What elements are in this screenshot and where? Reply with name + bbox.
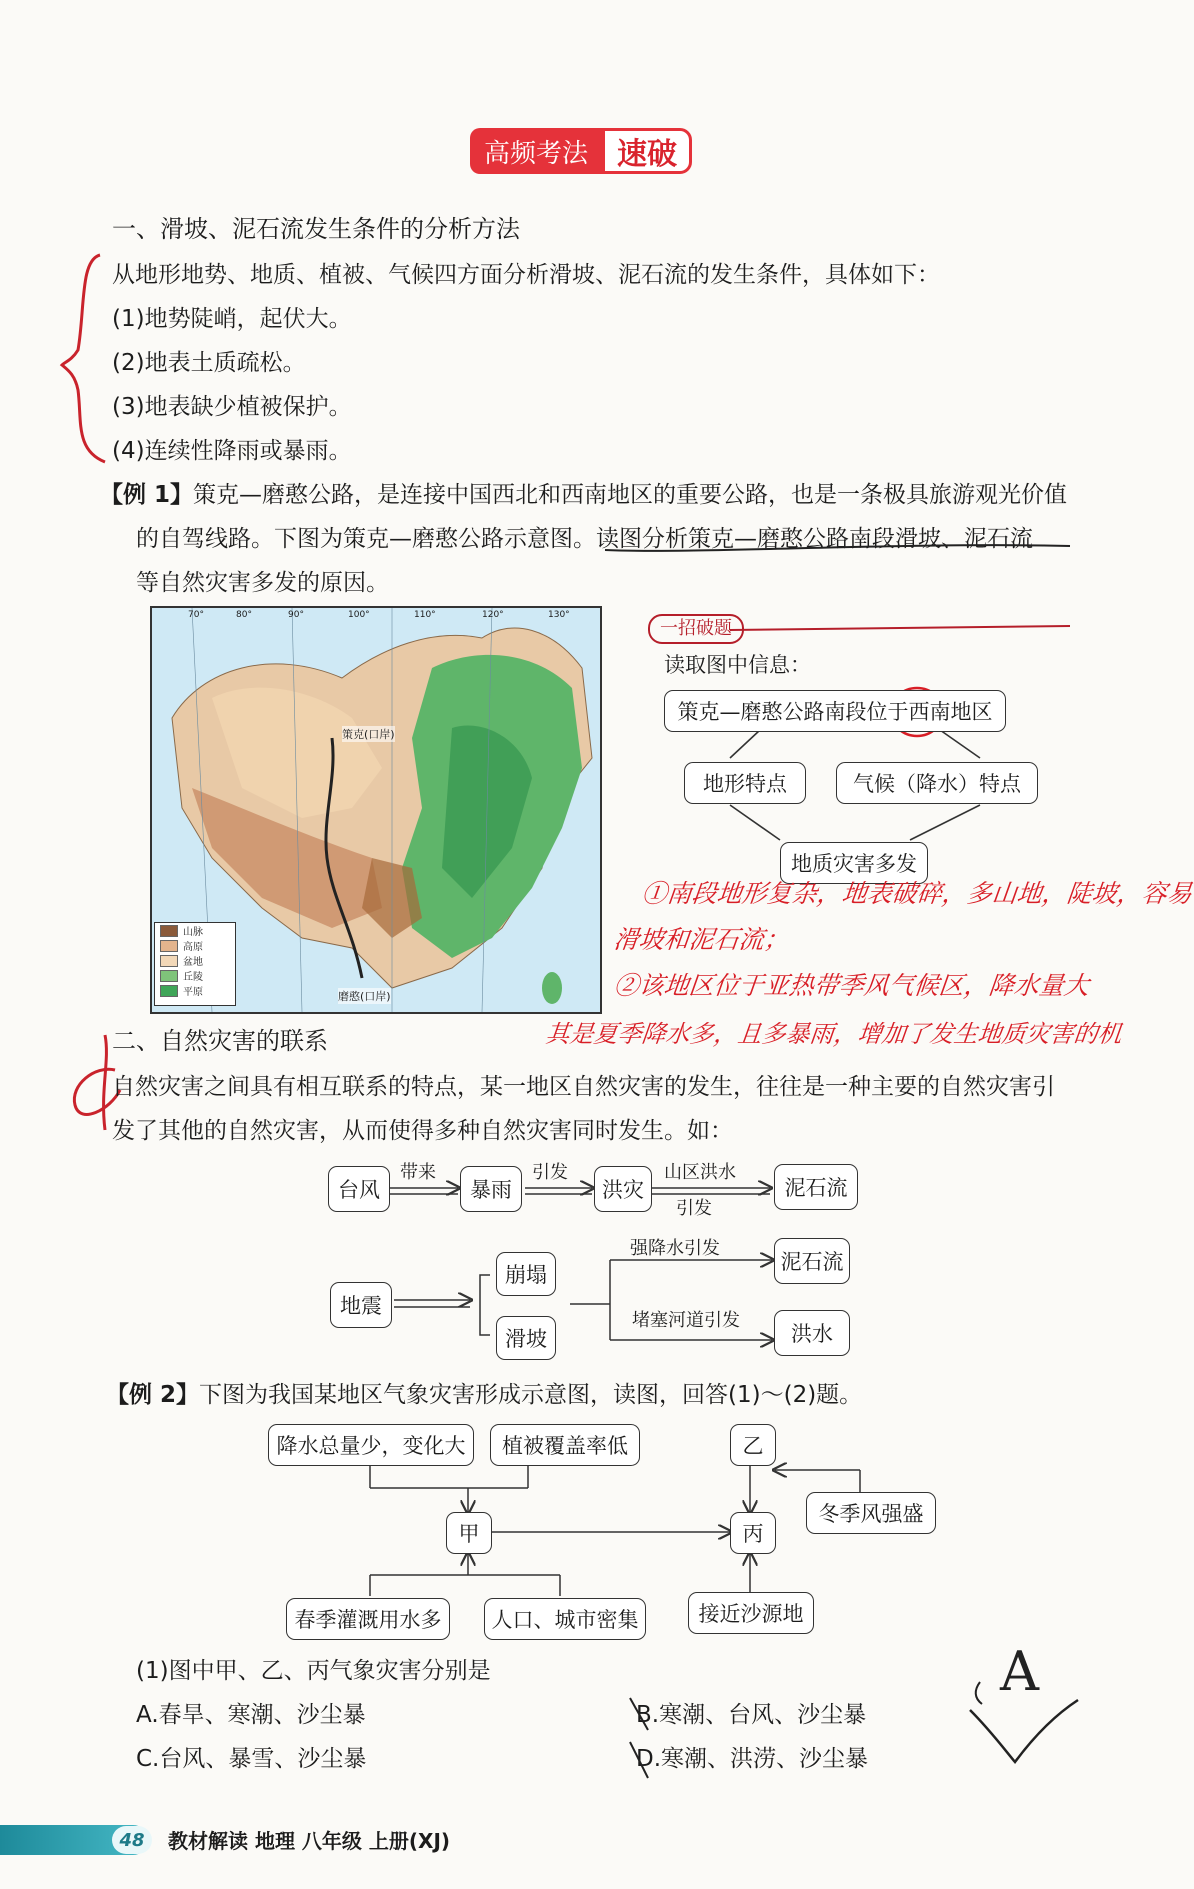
ex2-box-yi: 乙 — [730, 1424, 776, 1466]
chain2-label-heavy-rain: 强降水引发 — [630, 1238, 720, 1259]
ex2-box-sand-source: 接近沙源地 — [688, 1592, 814, 1634]
ex2-box-vegetation: 植被覆盖率低 — [490, 1424, 640, 1466]
section1-heading: 一、滑坡、泥石流发生条件的分析方法 — [112, 215, 520, 243]
legend-label: 平原 — [183, 987, 203, 998]
chain2-landslide: 滑坡 — [496, 1316, 556, 1360]
ex2-question: (1)图中甲、乙、丙气象灾害分别是 — [136, 1658, 491, 1684]
chain1-arrow-bring: 带来 — [400, 1162, 436, 1183]
legend-swatch — [160, 925, 178, 937]
legend-label: 丘陵 — [183, 972, 203, 983]
tip-box-terrain: 地形特点 — [684, 762, 806, 804]
handwritten-answer: A — [1000, 1640, 1039, 1703]
red-bracket — [60, 250, 120, 470]
ex2-option-a: A.春旱、寒潮、沙尘暴 — [136, 1702, 366, 1728]
legend-swatch — [160, 955, 178, 967]
legend-row — [155, 953, 235, 968]
ex2-option-c: C.台风、暴雪、沙尘暴 — [136, 1746, 367, 1772]
chain2-flood: 洪水 — [774, 1310, 850, 1356]
example2-tag: 【例 2】 — [106, 1382, 200, 1408]
section1-intro: 从地形地势、地质、植被、气候四方面分析滑坡、泥石流的发生条件，具体如下： — [112, 262, 940, 288]
handwritten-check — [960, 1680, 1080, 1780]
ex2-box-rain: 降水总量少，变化大 — [268, 1424, 474, 1466]
section2-heading: 二、自然灾害的联系 — [112, 1027, 328, 1055]
map-lon-70: 70° — [188, 610, 204, 620]
ex2-option-b: B.寒潮、台风、沙尘暴 — [636, 1702, 867, 1728]
section1-item-4: (4)连续性降雨或暴雨。 — [112, 438, 352, 464]
chain1-arrow-cause: 引发 — [532, 1162, 568, 1183]
example2-line — [106, 1380, 862, 1410]
section1-item-2: (2)地表土质疏松。 — [112, 350, 306, 376]
tip-box-main: 策克—磨憨公路南段位于西南地区 — [664, 690, 1006, 732]
chain2-collapse: 崩塌 — [496, 1252, 556, 1296]
ex2-box-bing: 丙 — [730, 1512, 776, 1554]
ex2-box-irrigation: 春季灌溉用水多 — [286, 1598, 450, 1640]
section2-line2: 发了其他的自然灾害，从而使得多种自然灾害同时发生。如： — [112, 1118, 733, 1144]
map-lon-90: 90° — [288, 610, 304, 620]
map-lon-120: 120° — [482, 610, 504, 620]
chain1-debris-flow: 泥石流 — [774, 1164, 858, 1210]
handwriting-line1: ①南段地形复杂，地表破碎，多山地，陡坡，容易 — [640, 879, 1194, 908]
example1-tag: 【例 1】 — [100, 482, 194, 508]
section1-item-3: (3)地表缺少植被保护。 — [112, 394, 352, 420]
example1-text1: 策克—磨憨公路，是连接中国西北和西南地区的重要公路，也是一条极具旅游观光价值 — [193, 482, 1068, 508]
chain1-flood: 洪灾 — [594, 1166, 652, 1212]
handwriting-line4: 其是夏季降水多，且多暴雨，增加了发生地质灾害的机 — [544, 1020, 1124, 1048]
legend-label: 高原 — [183, 942, 203, 953]
strike-marks — [620, 1690, 660, 1790]
chain1-rainstorm: 暴雨 — [460, 1166, 522, 1212]
section2-line1: 自然灾害之间具有相互联系的特点，某一地区自然灾害的发生，往往是一种主要的自然灾害引 — [112, 1074, 1055, 1100]
section1-item-1: (1)地势陡峭，起伏大。 — [112, 306, 352, 332]
banner-right: 速破 — [602, 128, 692, 174]
ex2-box-population: 人口、城市密集 — [484, 1598, 646, 1640]
legend-row — [155, 983, 235, 998]
chain1-arrow-mountain-flood: 山区洪水 — [664, 1162, 736, 1183]
legend-row — [155, 968, 235, 983]
map-lon-110: 110° — [414, 610, 436, 620]
tip-box-result: 地质灾害多发 — [780, 842, 928, 884]
legend-label: 盆地 — [183, 957, 203, 968]
map-label-mohan: 磨憨(口岸) — [338, 990, 391, 1003]
map-lon-130: 130° — [548, 610, 570, 620]
chain1-typhoon: 台风 — [328, 1166, 390, 1212]
example1-line2: 的自驾线路。下图为策克—磨憨公路示意图。读图分析策克—磨憨公路南段滑坡、泥石流 — [136, 526, 1033, 552]
legend-label: 山脉 — [183, 927, 203, 938]
map-label-ceke: 策克(口岸) — [342, 728, 395, 741]
ex2-option-d: D.寒潮、洪涝、沙尘暴 — [636, 1746, 869, 1772]
tip-label: 一招破题 — [648, 614, 744, 644]
legend-row — [155, 923, 235, 938]
ex2-box-winter-wind: 冬季风强盛 — [806, 1492, 936, 1534]
handwriting-line3: ②该地区位于亚热带季风气候区，降水量大 — [612, 971, 1091, 1000]
chain2-earthquake: 地震 — [330, 1282, 392, 1328]
tip-read-info: 读取图中信息： — [664, 653, 811, 677]
legend-row — [155, 938, 235, 953]
chain2-debris-flow: 泥石流 — [774, 1238, 850, 1284]
section-banner — [470, 128, 692, 174]
footer-text: 教材解读 地理 八年级 上册(XJ) — [168, 1829, 451, 1853]
example1-line1 — [100, 480, 1067, 510]
footer-page-number: 48 — [112, 1826, 152, 1854]
red-underline — [600, 532, 1080, 556]
map-lon-80: 80° — [236, 610, 252, 620]
legend-swatch — [160, 985, 178, 997]
banner-left: 高频考法 — [470, 128, 602, 174]
legend-swatch — [160, 970, 178, 982]
chain1-under-arrow: 引发 — [676, 1198, 712, 1219]
legend-swatch — [160, 940, 178, 952]
map-lon-100: 100° — [348, 610, 370, 620]
handwriting-line2: 滑坡和泥石流； — [612, 925, 791, 954]
chain2-label-river-block: 堵塞河道引发 — [632, 1310, 740, 1331]
example2-text: 下图为我国某地区气象灾害形成示意图，读图，回答(1)～(2)题。 — [199, 1382, 863, 1408]
example1-line3: 等自然灾害多发的原因。 — [136, 570, 389, 596]
tip-box-climate: 气候（降水）特点 — [836, 762, 1038, 804]
ex2-box-jia: 甲 — [446, 1512, 492, 1554]
map-legend — [154, 922, 236, 1006]
